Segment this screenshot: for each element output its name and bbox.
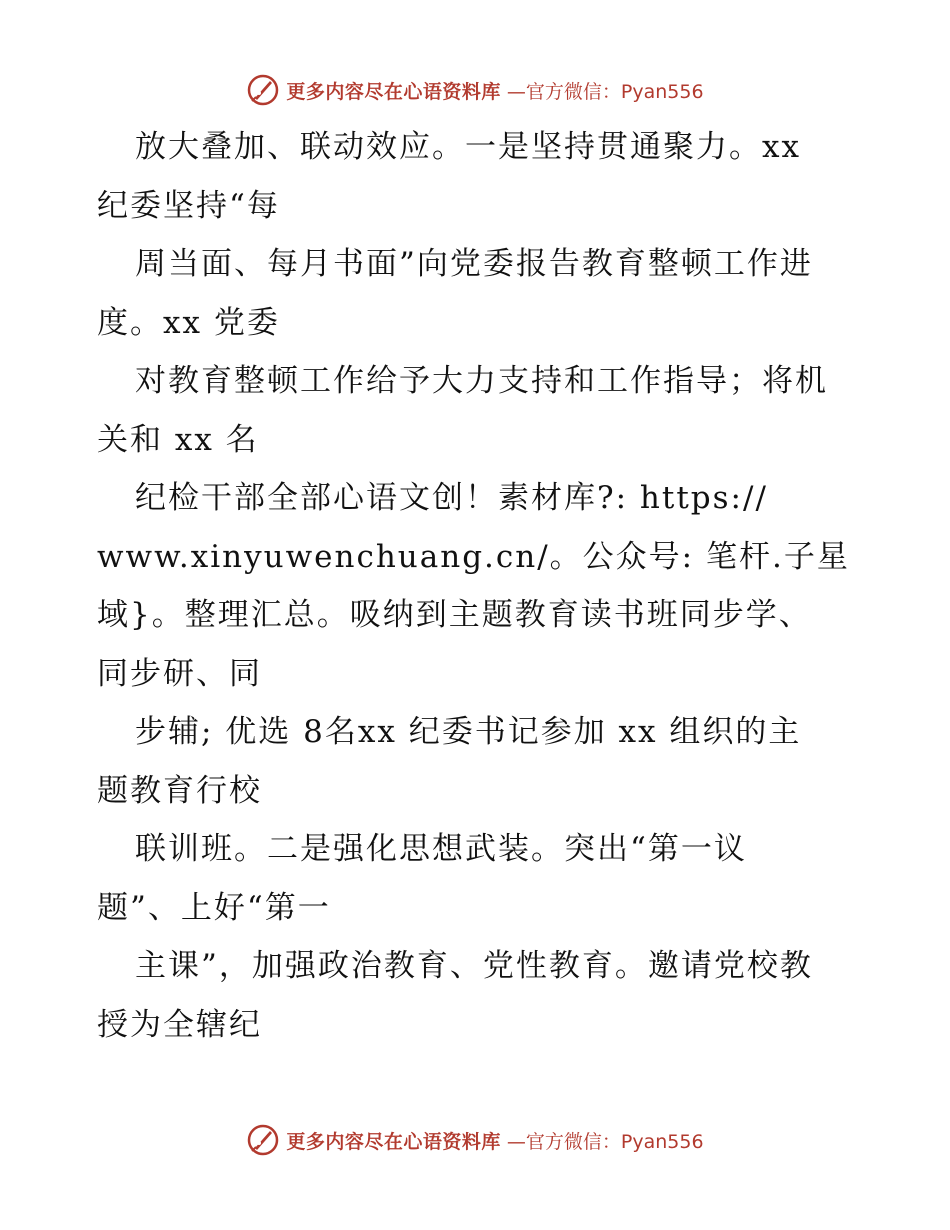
document-body [97,118,857,1054]
quill-logo-icon [246,1123,280,1157]
text-line: 度。xx 党委 [97,304,280,341]
text-line: 同步研、同 [97,655,262,692]
header-wechat-text: —官方微信：Pyan556 [506,80,704,103]
text-line: 域}。整理汇总。吸纳到主题教育读书班同步学、 [97,597,812,633]
text-line: 步辅; 优选 8名xx 纪委书记参加 xx 组织的主 [135,714,802,750]
page-footer [0,1120,950,1160]
text-line: 主课”，加强政治教育、党性教育。邀请党校教 [135,948,813,984]
quill-logo-icon [246,73,280,107]
text-line: www.xinyuwenchuang.cn/。公众号: 笔杆.子星 [97,538,850,575]
page-header [0,70,950,110]
text-line: 题教育行校 [97,772,262,809]
footer-banner [246,1123,703,1157]
text-line: 放大叠加、联动效应。一是坚持贯通聚力。xx [135,129,801,165]
text-line: 周当面、每月书面”向党委报告教育整顿工作进 [135,246,813,282]
text-line: 纪检干部全部心语文创！素材库?: https:// [135,480,768,516]
footer-brand-text: 更多内容尽在心语资料库 [286,1130,501,1153]
header-brand-text: 更多内容尽在心语资料库 [286,80,501,103]
text-line: 纪委坚持“每 [97,187,280,224]
text-line: 题”、上好“第一 [97,889,331,926]
text-line: 授为全辖纪 [97,1006,262,1043]
header-banner [246,73,703,107]
text-line: 联训班。二是强化思想武装。突出“第一议 [135,831,747,867]
text-line: 对教育整顿工作给予大力支持和工作指导；将机 [135,363,828,399]
text-line: 关和 xx 名 [97,421,259,458]
footer-wechat-text: —官方微信：Pyan556 [506,1130,704,1153]
